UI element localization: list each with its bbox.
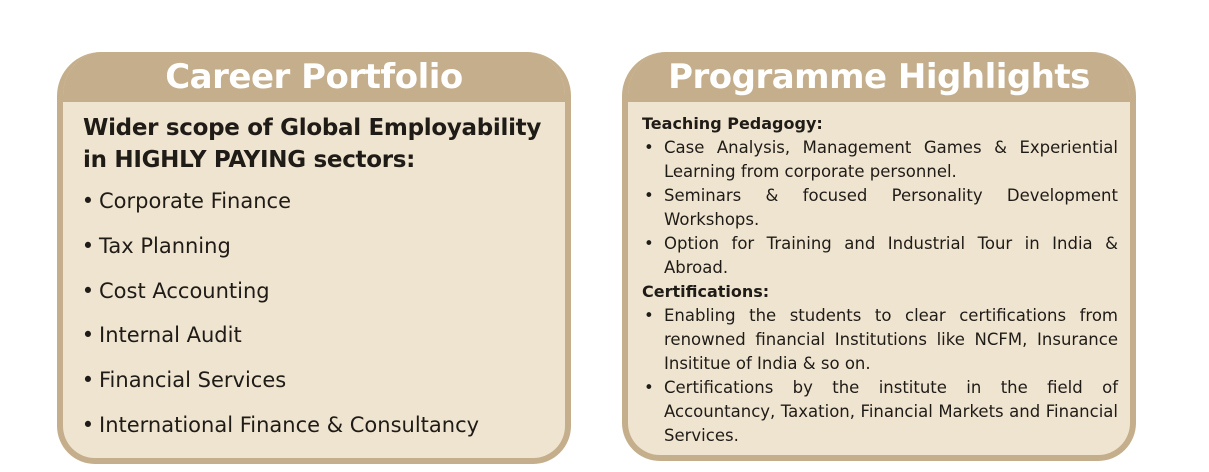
bullet-icon: •	[81, 323, 95, 348]
list-item-label: Cost Accounting	[99, 278, 270, 303]
career-portfolio-panel	[57, 52, 571, 464]
bullet-icon: •	[644, 306, 654, 325]
list-item	[77, 317, 479, 362]
list-item	[77, 183, 479, 228]
list-item-text: Option for Training and Industrial Tour in India & Abroad.	[664, 234, 1118, 277]
list-item	[642, 184, 1118, 232]
list-item-text: Enabling the students to clear certifications from renowned financial Institutions like NCFM, Insurance Insititue of India & so on.	[664, 306, 1118, 373]
list-item-label: Financial Services	[99, 368, 287, 393]
list-item-label: International Finance & Consultancy	[99, 412, 480, 437]
bullet-icon: •	[644, 378, 654, 397]
list-item	[77, 273, 479, 318]
list-item	[77, 407, 479, 452]
list-item-label: Corporate Finance	[99, 189, 291, 213]
list-item-text: Certifications by the institute in the field of Accountancy, Taxation, Financial Markets and Financial Services.	[664, 378, 1118, 445]
programme-highlights-body	[642, 112, 1118, 448]
bullet-icon: •	[81, 189, 95, 213]
career-portfolio-title: Career Portfolio	[63, 52, 565, 102]
bullet-icon: •	[81, 368, 95, 393]
list-item-text: Case Analysis, Management Games & Experiential Learning from corporate personnel.	[664, 138, 1118, 181]
career-sectors-list	[77, 183, 479, 452]
list-item	[642, 232, 1118, 280]
list-item	[77, 362, 479, 407]
list-item-text: Seminars & focused Personality Development Workshops.	[664, 186, 1118, 229]
certifications-list	[642, 304, 1118, 448]
bullet-icon: •	[81, 233, 95, 258]
list-item	[642, 304, 1118, 376]
bullet-icon: •	[644, 186, 654, 205]
bullet-icon: •	[81, 412, 95, 437]
bullet-icon: •	[644, 234, 654, 253]
teaching-pedagogy-list	[642, 136, 1118, 280]
programme-highlights-panel	[622, 52, 1136, 461]
subtitle-line-2: in HIGHLY PAYING sectors:	[83, 147, 416, 173]
bullet-icon: •	[81, 278, 95, 303]
teaching-pedagogy-heading: Teaching Pedagogy:	[642, 114, 823, 133]
list-item	[642, 376, 1118, 448]
career-portfolio-subtitle	[83, 112, 553, 176]
list-item	[642, 136, 1118, 184]
list-item-label: Tax Planning	[99, 233, 231, 258]
programme-highlights-title: Programme Highlights	[628, 52, 1130, 102]
list-item	[77, 228, 479, 273]
certifications-heading: Certifications:	[642, 282, 770, 301]
list-item-label: Internal Audit	[99, 323, 242, 348]
bullet-icon: •	[644, 138, 654, 157]
subtitle-line-1: Wider scope of Global Employability	[83, 115, 542, 141]
